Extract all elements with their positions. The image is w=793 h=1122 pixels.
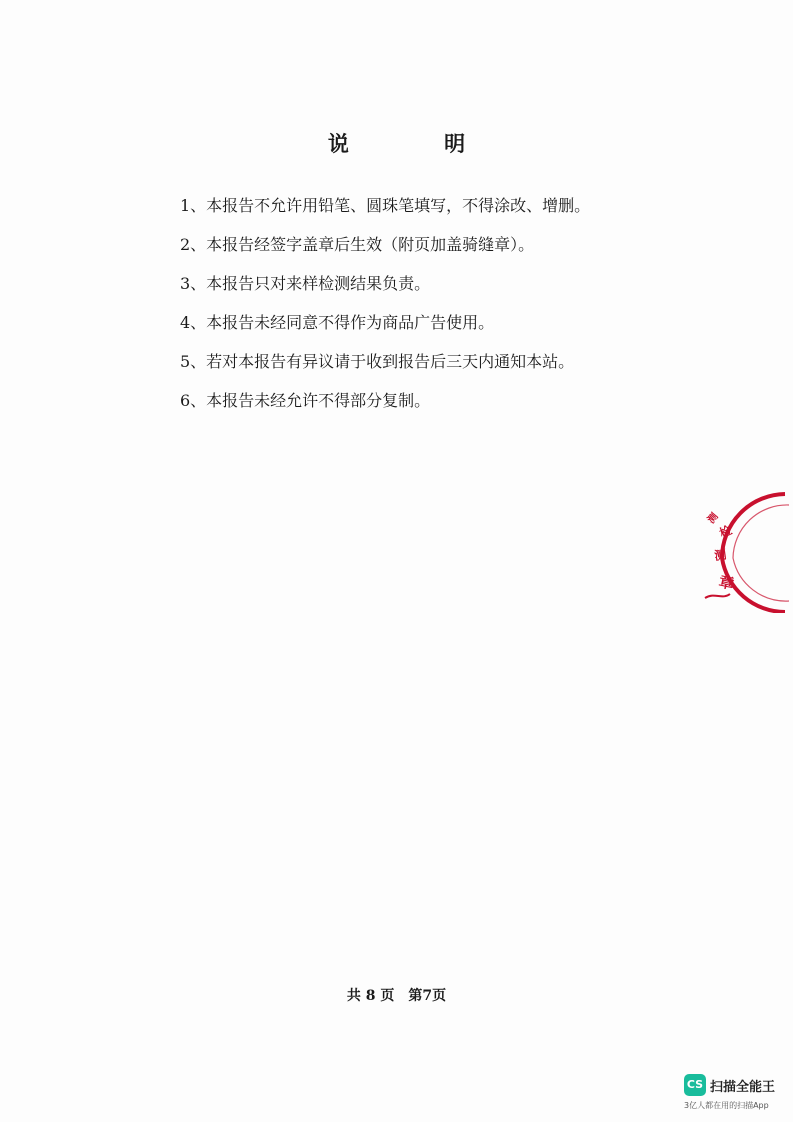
page-footer [0, 985, 793, 1005]
page-title: 说 明 [327, 131, 510, 156]
note-item: 6、本报告未经允许不得部分复制。 [180, 391, 431, 410]
app-name: 扫描全能王 [710, 1080, 776, 1095]
total-pages: 共 8 页 [346, 988, 395, 1004]
camscanner-logo-icon: CS [684, 1074, 706, 1096]
note-item: 2、本报告经签字盖章后生效（附页加盖骑缝章）。 [180, 235, 535, 254]
seal-stamp-icon [700, 488, 793, 613]
svg-text:测: 测 [705, 511, 721, 526]
note-item: 4、本报告未经同意不得作为商品广告使用。 [180, 313, 495, 332]
note-item: 5、若对本报告有异议请于收到报告后三天内通知本站。 [180, 352, 575, 371]
note-item: 3、本报告只对来样检测结果负责。 [180, 274, 431, 293]
svg-text:章: 章 [717, 572, 736, 594]
svg-text:检: 检 [717, 522, 735, 541]
note-item: 1、本报告不允许用铅笔、圆珠笔填写，不得涂改、增删。 [180, 196, 591, 215]
scanner-watermark [684, 1074, 788, 1114]
current-page: 第7页 [408, 988, 447, 1004]
notes-list [180, 192, 590, 426]
app-tagline: 3亿人都在用的扫描App [684, 1101, 769, 1110]
svg-text:测: 测 [713, 547, 728, 563]
